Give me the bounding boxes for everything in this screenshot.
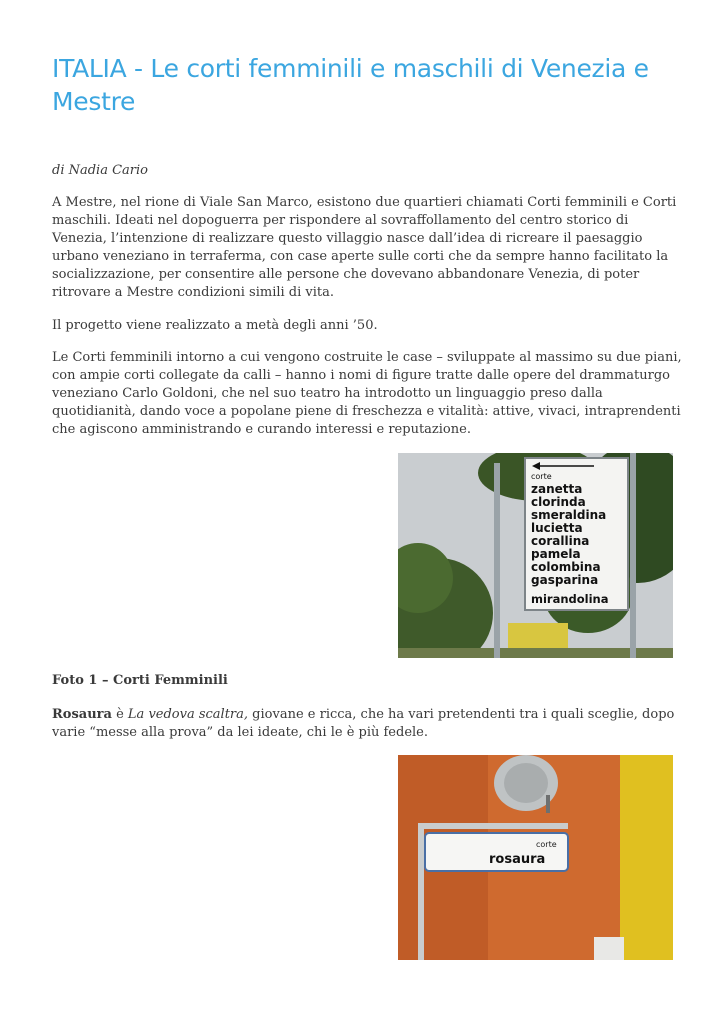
photo2-sign-name: rosaura: [489, 852, 546, 867]
character-name: Rosaura: [52, 707, 112, 722]
article-author: di Nadia Cario: [52, 163, 148, 178]
photo1-sign-name: smeraldina: [531, 508, 607, 522]
paragraph-project: Il progetto viene realizzato a metà degli anni ’50.: [52, 318, 378, 333]
paragraph-corti-femminili: Le Corti femminili intorno a cui vengono costruite le case – sviluppate al massimo su due piani, con ampie corti collegate da calli – hanno i nomi di figure tratte dalle opere del drammaturgo veneziano Carlo Goldoni, che nel suo teatro ha introdotto un linguaggio preso dalla quotidianità, dando voce a popolane piene di freschezza e vitalità: attive, vivaci, intraprendenti che agiscono amministrando e curando interessi e reputazione.: [52, 350, 682, 437]
photo1-sign-name: mirandolina: [531, 592, 609, 606]
photo1-sign-name: lucietta: [531, 521, 583, 535]
photo1-sign-name: corallina: [531, 534, 590, 548]
photo1-sign-name: pamela: [531, 547, 581, 561]
paragraph-rosaura-text: giovane e ricca, che ha vari pretendenti tra i quali sceglie, dopo varie “messe alla prova” da lei ideate, chi le è più fedele.: [52, 707, 675, 740]
photo-corti-femminili-sign: [398, 453, 673, 658]
paragraph-rosaura-verb: è: [111, 707, 128, 722]
work-title: La vedova scaltra,: [127, 707, 249, 722]
paragraph-rosaura: [52, 706, 682, 742]
photo1-sign-name: zanetta: [531, 482, 583, 496]
photo1-sign-name: clorinda: [531, 495, 586, 509]
paragraph-intro: A Mestre, nel rione di Viale San Marco, esistono due quartieri chiamati Corti femminili e Corti maschili. Ideati nel dopoguerra per rispondere al sovraffollamento del centro storico di Venezia, l’intenzione di realizzare questo villaggio nasce dall’idea di ricreare il paesaggio urbano veneziano in terraferma, con case aperte sulle corti che da sempre hanno facilitato la socializzazione, per consentire alle persone che dovevano abbandonare Venezia, di poter ritrovare a Mestre condizioni simili di vita.: [52, 195, 677, 300]
photo2-sign-header: corte: [536, 840, 557, 849]
photo1-sign-header: corte: [531, 472, 552, 481]
photo1-sign-name: colombina: [531, 560, 601, 574]
article-title: ITALIA - Le corti femminili e maschili di Venezia e Mestre: [52, 54, 649, 116]
photo-caption: Foto 1 – Corti Femminili: [52, 673, 228, 688]
photo-corte-rosaura-sign: [398, 755, 673, 960]
photo1-sign-name: gasparina: [531, 573, 599, 587]
